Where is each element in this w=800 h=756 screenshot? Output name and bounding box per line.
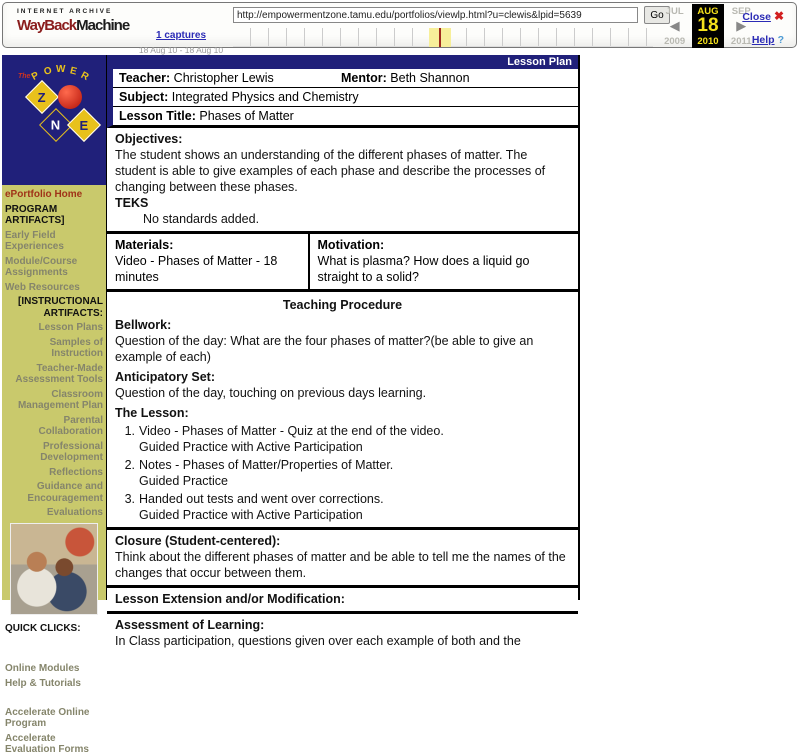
current-month-label: AUG (697, 6, 719, 17)
lesson-plan-banner: Lesson Plan (107, 55, 578, 69)
step-1-sub: Guided Practice with Active Participation (139, 440, 363, 454)
sidebar-nav (2, 185, 106, 519)
motivation-label: Motivation: (317, 238, 385, 252)
logo-z-diamond: Z (25, 80, 59, 114)
sidebar-item-accelerate-online-program[interactable]: Accelerate Online Program (5, 706, 90, 729)
objectives-text: The student shows an understanding of the different phases of matter. The student is able to give examples of each phase and describe the processes of changing between these phases. (115, 148, 546, 194)
materials-cell (107, 234, 310, 289)
bellwork-label: Bellwork: (115, 318, 172, 332)
year-row (658, 36, 758, 47)
anticipatory-set-text: Question of the day, touching on previous days learning. (115, 386, 427, 400)
teacher-mentor-row (113, 69, 578, 88)
logo-e-diamond: E (67, 108, 101, 142)
extension-section (107, 588, 578, 614)
sidebar-item-early-field-experiences[interactable]: Early Field Experiences (5, 229, 64, 252)
captures-link[interactable]: 1 captures (155, 30, 207, 41)
materials-text: Video - Phases of Matter - 18 minutes (115, 254, 278, 284)
bellwork-text: Question of the day: What are the four phases of matter?(be able to give an example of each) (115, 334, 534, 364)
teaching-procedure-section (107, 292, 578, 530)
the-lesson-label: The Lesson: (115, 406, 189, 420)
sidebar-item-lesson-plans[interactable]: Lesson Plans (38, 322, 103, 333)
sidebar-item-parental-collaboration[interactable]: Parental Collaboration (38, 414, 103, 437)
sidebar (2, 55, 106, 755)
objectives-label: Objectives: (115, 132, 183, 146)
teaching-procedure-header: Teaching Procedure (282, 298, 403, 312)
quick-clicks-header: QUICK CLICKS: (5, 622, 81, 634)
program-artifacts-header: PROGRAM ARTIFACTS] (5, 203, 65, 226)
assessment-section (107, 614, 578, 653)
mentor-field: Mentor: Beth Shannon (340, 71, 470, 85)
subject-row (113, 88, 578, 107)
wayback-logo[interactable] (17, 8, 130, 34)
power-arc-text: The P O W E R (18, 64, 91, 84)
assessment-text: In Class participation, questions given over each example of both and the (115, 634, 521, 648)
wayback-toolbar (2, 2, 797, 55)
close-x-icon[interactable]: ✖ (773, 9, 784, 23)
sidebar-item-samples-of-instruction[interactable]: Samples of Instruction (49, 336, 103, 359)
lesson-step-1: 1. Video - Phases of Matter - Quiz at the end of the video. Guided Practice with Active Participation (124, 424, 444, 454)
lesson-title-field: Lesson Title: Phases of Matter (119, 109, 294, 123)
sidebar-item-online-modules[interactable]: Online Modules (5, 663, 80, 674)
step-3-sub: Guided Practice with Active Participation (139, 508, 363, 522)
sidebar-item-eportfolio-center[interactable]: ePortfolio Center (5, 692, 87, 703)
lesson-plan-content (106, 55, 580, 648)
teks-text: No standards added. (143, 212, 260, 226)
materials-label: Materials: (115, 238, 174, 252)
sidebar-item-evaluations[interactable]: Evaluations (46, 507, 103, 518)
lesson-step-2: 2. Notes - Phases of Matter/Properties of Matter. Guided Practice (124, 458, 394, 488)
step-3-text: Handed out tests and went over corrections. (139, 492, 384, 506)
capture-tick (439, 28, 441, 47)
internet-archive-label: INTERNET ARCHIVE (17, 8, 113, 15)
power-of-one-logo[interactable] (2, 55, 106, 185)
teks-label: TEKS (115, 196, 149, 210)
motivation-text: What is plasma? How does a liquid go straight to a solid? (317, 254, 530, 284)
motivation-cell (310, 234, 578, 289)
lesson-header-block (107, 69, 578, 128)
extension-label: Lesson Extension and/or Modification: (115, 592, 345, 606)
students-photo (10, 523, 98, 615)
step-2-text: Notes - Phases of Matter/Properties of Matter. (139, 458, 394, 472)
anticipatory-set-label: Anticipatory Set: (115, 370, 216, 384)
help-question-icon[interactable]: ? (777, 34, 784, 46)
captures-date-range: 18 Aug 10 - 18 Aug 10 (138, 45, 224, 55)
closure-section (107, 530, 578, 588)
sidebar-item-teacher-made-assessment-tools[interactable]: Teacher-Made Assessment Tools (15, 362, 103, 385)
help-block (752, 34, 784, 46)
sidebar-item-module-course-assignments[interactable]: Module/Course Assignments (5, 255, 78, 278)
wayback-wordmark: WayBackMachine (17, 17, 130, 34)
sidebar-item-classroom-management-plan[interactable]: Classroom Management Plan (17, 388, 103, 411)
teacher-field: Teacher: Christopher Lewis (119, 71, 274, 85)
prev-capture-arrow-icon[interactable]: ◀ (669, 18, 680, 33)
sidebar-item-eportfolio-home[interactable]: ePortfolio Home (5, 189, 83, 200)
lesson-step-3: 3. Handed out tests and went over corrections. Guided Practice with Active Participation (124, 492, 384, 522)
step-1-text: Video - Phases of Matter - Quiz at the end of the video. (139, 424, 444, 438)
go-button[interactable]: Go (644, 6, 670, 24)
assessment-label: Assessment of Learning: (115, 618, 265, 632)
sidebar-item-professional-development[interactable]: Professional Development (40, 440, 103, 463)
logo-n-diamond: N (39, 108, 73, 142)
help-link[interactable]: Help (751, 34, 775, 46)
materials-motivation-row (107, 234, 578, 292)
logo-o-ball (58, 85, 82, 109)
step-2-sub: Guided Practice (139, 474, 228, 488)
sidebar-item-reflections[interactable]: Reflections (49, 466, 103, 478)
captures-block (131, 25, 231, 55)
archive-url-input[interactable] (233, 7, 638, 23)
prev-year-label[interactable]: 2009 (664, 36, 686, 47)
close-toolbar (742, 9, 784, 23)
sidebar-item-my-eassessment-center[interactable]: My eAssessment Center (5, 637, 87, 660)
close-link[interactable]: Close (742, 11, 771, 23)
sidebar-item-help-tutorials[interactable]: Help & Tutorials (5, 677, 81, 689)
closure-text: Think about the different phases of matter and be able to tell me the names of the changes that occur between them. (115, 550, 566, 580)
next-year-label[interactable]: 2011 (730, 36, 752, 47)
lesson-title-row (113, 107, 578, 125)
next-capture-arrow-icon[interactable]: ▶ (736, 18, 747, 33)
captures-timeline[interactable] (233, 28, 653, 47)
closure-label: Closure (Student-centered): (115, 534, 281, 548)
prev-month-label[interactable]: JUL (665, 6, 684, 17)
sidebar-item-accelerate-evaluation-forms[interactable]: Accelerate Evaluation Forms (5, 732, 89, 755)
sidebar-item-web-resources[interactable]: Web Resources (5, 281, 80, 293)
sidebar-item-guidance-and-encouragement[interactable]: Guidance and Encouragement (27, 481, 103, 504)
quick-clicks-nav (2, 619, 106, 756)
instructional-artifacts-header: [INSTRUCTIONAL ARTIFACTS: (18, 296, 103, 319)
capture-highlight[interactable] (429, 28, 451, 47)
current-day: 18 (697, 15, 719, 36)
subject-field: Subject: Integrated Physics and Chemistry (119, 90, 359, 104)
current-year-label: 2010 (697, 36, 719, 47)
next-month-label[interactable]: SEP (731, 6, 751, 17)
objectives-section (107, 128, 578, 234)
